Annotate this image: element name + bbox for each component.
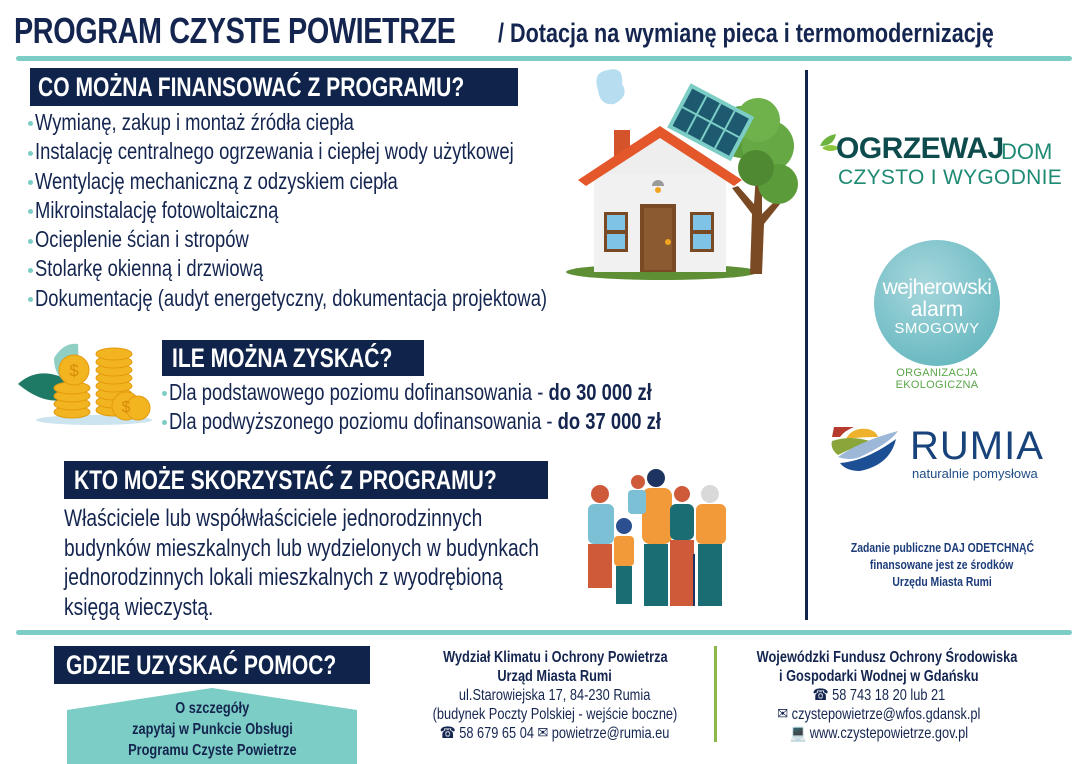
mail-icon: ✉ [537,725,549,742]
page-title: PROGRAM CZYSTE POWIETRZE [14,10,456,51]
section-heading-finance: CO MOŻNA FINANSOWAĆ Z PROGRAMU? [30,68,518,106]
ogrzewaj-dom-logo: OGRZEWAJ DOM CZYSTO I WYGODNIE [818,130,1068,194]
list-item: Wentylację mechaniczną z odzyskiem ciepła [28,167,675,196]
house-with-solar-panel-icon [562,64,802,284]
mail-icon: ✉ [777,706,789,723]
who-description: Właściciele lub współwłaściciele jednorodzinnych budynków mieszkalnych lub wydzielonych w budynkach jednorodzinnych lokali mieszkalnych z wyodrębioną księgą wieczystą. [64,505,539,621]
help-info-text: O szczegóły zapytaj w Punkcie Obsługi Programu Czyste Powietrze [127,700,297,759]
sponsor-note: Zadanie publiczne DAJ ODETCHNĄĆ finansowane jest ze środków Urzędu Miasta Rumi [850,540,1034,589]
rumia-wordmark: RUMIA [910,424,1044,468]
svg-text:$: $ [121,399,131,416]
header-rule [16,56,1072,61]
list-item: Ocieplenie ścian i stropów [28,225,675,254]
header [14,10,1074,54]
svg-text:$: $ [69,361,79,380]
rumia-emblem-icon [830,423,900,473]
rumia-email-link[interactable]: powietrze@rumia.eu [552,725,670,742]
wfos-phone[interactable]: 58 743 18 20 lub 21 [832,687,946,704]
contact-rumia: Wydział Klimatu i Ochrony Powietrza Urząd Miasta Rumi ul.Starowiejska 17, 84-230 Rumia (budynek Poczty Polskiej - wejście boczne) ☎ 58 679 65 04 ✉ powietrze@rumia.eu [432,649,678,742]
phone-icon: ☎ [812,687,829,704]
rumia-tagline: naturalnie pomysłowa [912,466,1038,481]
list-item: Mikroinstalację fotowoltaiczną [28,196,675,225]
wfos-website-link[interactable]: www.czystepowietrze.gov.pl [809,725,968,742]
section-heading-gain: ILE MOŻNA ZYSKAĆ? [162,340,424,376]
footer-rule [16,630,1072,635]
rumia-phone[interactable]: 58 679 65 04 [459,725,535,742]
coins-icon [14,340,154,426]
gain-list [162,378,784,436]
list-item: Stolarkę okienną i drzwiową [28,254,675,283]
amount-increased: do 37 000 zł [557,408,661,434]
page-subtitle: / Dotacja na wymianę pieca i termomodernizację [498,18,994,48]
vertical-divider [805,70,808,620]
phone-icon: ☎ [440,725,457,742]
list-item: Dla podstawowego poziomu dofinansowania - do 30 000 zł [162,378,784,407]
list-item: Dla podwyższonego poziomu dofinansowania - do 37 000 zł [162,407,784,436]
wfos-email-link[interactable]: czystepowietrze@wfos.gdansk.pl [791,706,981,723]
family-icon [582,464,732,614]
amount-basic: do 30 000 zł [548,379,652,405]
section-heading-who: KTO MOŻE SKORZYSTAĆ Z PROGRAMU? [64,461,548,499]
organizacja-ekologiczna-label: ORGANIZACJA EKOLOGICZNA [895,367,979,391]
wejherowski-alarm-smogowy-logo: wejherowski alarm SMOGOWY [874,240,1000,366]
list-item: Dokumentację (audyt energetyczny, dokumentacja projektowa) [28,284,675,313]
section-heading-help: GDZIE UZYSKAĆ POMOC? [54,646,370,684]
contact-wfos: Wojewódzki Fundusz Ochrony Środowiska i Gospodarki Wodnej w Gdańsku ☎ 58 743 18 20 lub 21 ✉ czystepowietrze@wfos.gdansk.pl 💻 www.czystepowietrze.gov.pl [756,649,1018,742]
list-item: Wymianę, zakup i montaż źródła ciepła [28,108,675,137]
list-item: Instalację centralnego ogrzewania i ciepłej wody użytkowej [28,137,675,166]
footer-divider [714,646,717,742]
computer-icon: 💻 [790,725,806,742]
